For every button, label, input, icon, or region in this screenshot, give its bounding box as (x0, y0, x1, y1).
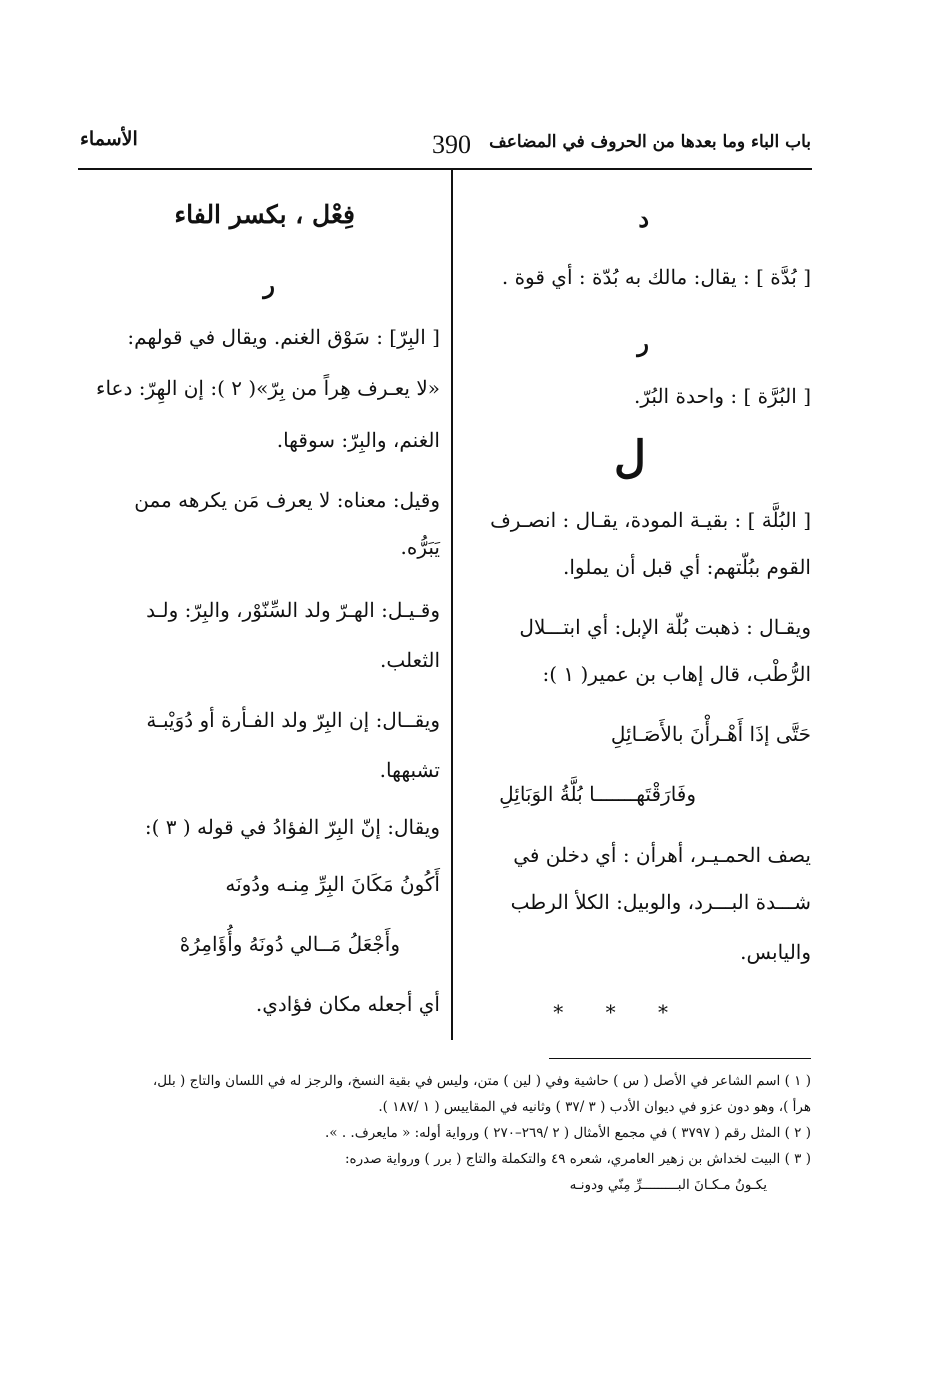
text-line-8: ويقــال: إن البِرّ ولد الفـأرة أو دُوَيْبـة (146, 708, 440, 732)
footnote-3: ( ٣ ) البيت لخداش بن زهير العامري، شعره ٤٩ والتكملة والتاج ( برر ) ورواية صدره: (344, 1151, 811, 1167)
letter-heading-lam: ل (614, 432, 646, 483)
entry-bulla-line-4: الرُّطْب، قال إهاب بن عمير( ١ ): (542, 662, 811, 686)
running-header-section: باب الباء وما بعدها من الحروف في المضاعف (489, 132, 811, 152)
text-line-4: وقيل: معناه: لا يعرف مَن يكرهه ممن (134, 488, 440, 512)
text-line-5: يَبَرُّه. (400, 535, 440, 559)
text-line-7: الثعلب. (380, 648, 440, 672)
footnotes (71, 1068, 811, 1198)
text-line-10: ويقال: إنّ البِرّ الفؤادُ في قوله ( ٣ ): (144, 815, 440, 839)
entry-bulla-line-2: القوم ببُلّتهم: أي قبل أن يملوا. (563, 555, 811, 579)
verse-line-1: أَكُونُ مَكَانَ البِرِّ مِنـه ودُونَه (225, 872, 440, 896)
footnote-1-line-2: هرأ )، وهو دون عزو في ديوان الأدب ( ٣ /٣٧ ) وثانيه في المقاييس ( ١ /١٨٧ ). (378, 1099, 811, 1115)
verse-line-1: حَتَّى إذَا أَهْـرأْنَ بالأَصَـائِلِ (610, 722, 811, 746)
entry-burra: [ البُرَّة ] : واحدة البُرّ. (634, 384, 811, 408)
text-line-9: تشبهها. (379, 758, 440, 782)
text-line-11: أي أجعله مكان فؤادي. (255, 992, 440, 1016)
gloss-line-3: واليابس. (740, 940, 811, 964)
letter-heading-dal: د (638, 204, 649, 233)
verse-line-2: وأَجْعَلُ مَــالي دُونَهُ وأُؤَامِرُهْ (179, 932, 400, 956)
section-title-fil: فِعْل ، بكسر الفاء (174, 200, 355, 229)
footnote-2: ( ٢ ) المثل رقم ( ٣٧٩٧ ) في مجمع الأمثال ( ٢ /٢٦٩–٢٧٠ ) ورواية أوله: « مايعرف. . ». (325, 1125, 811, 1141)
entry-budda: [ بُدَّة ] : يقال: مالك به بُدّة : أي قوة . (501, 265, 811, 289)
text-line-3: الغنم، والبِرّ: سوقها. (276, 428, 440, 452)
text-line-1: [ البِرّ] : سَوْق الغنم. ويقال في قولهم: (127, 325, 440, 349)
entry-bulla-line-1: [ البُلَّة ] : بقيـة المودة، يقـال : انصـرف (490, 508, 811, 532)
gloss-line-1: يصف الحمـيـر، أهرأن : أي دخلن في (513, 843, 811, 867)
running-header-category: الأسماء (80, 128, 138, 150)
text-line-6: وقـيـل: الهـرّ ولد السِّنّوْر، والبِرّ: ولـد (146, 598, 440, 622)
letter-heading-ra: ر (637, 328, 649, 357)
entry-bulla-line-3: ويقـال : ذهبت بُلّة الإبل: أي ابتـــلال (519, 615, 811, 639)
letter-heading-ra: ر (263, 270, 275, 299)
column-divider (451, 170, 453, 1040)
footnote-rule (549, 1058, 811, 1059)
gloss-line-2: شـــدة البـــرد، والوبيل: الكلأ الرطب (510, 890, 811, 914)
header-rule (78, 168, 812, 170)
footnote-1-line-1: ( ١ ) اسم الشاعر في الأصل ( س ) حاشية وفي ( لين ) متن، وليس في بقية النسخ، والرجز له في اللسان والتاج ( بلل، (152, 1073, 811, 1089)
footnote-3-verse: يكـونُ مـكـانَ البـــــــــرِّ مِنّي ودونـه (569, 1177, 767, 1193)
page-number: 390 (432, 130, 471, 159)
text-line-2: «لا يعـرف هِراً من بِرّ»( ٢ ): إن الهِرّ: دعاء (96, 376, 440, 400)
verse-line-2: وفَارَقْتَهـــــــا بُلَّةُ الوَبَائِلِ (499, 782, 696, 806)
section-end-stars: * * * (553, 1000, 686, 1024)
